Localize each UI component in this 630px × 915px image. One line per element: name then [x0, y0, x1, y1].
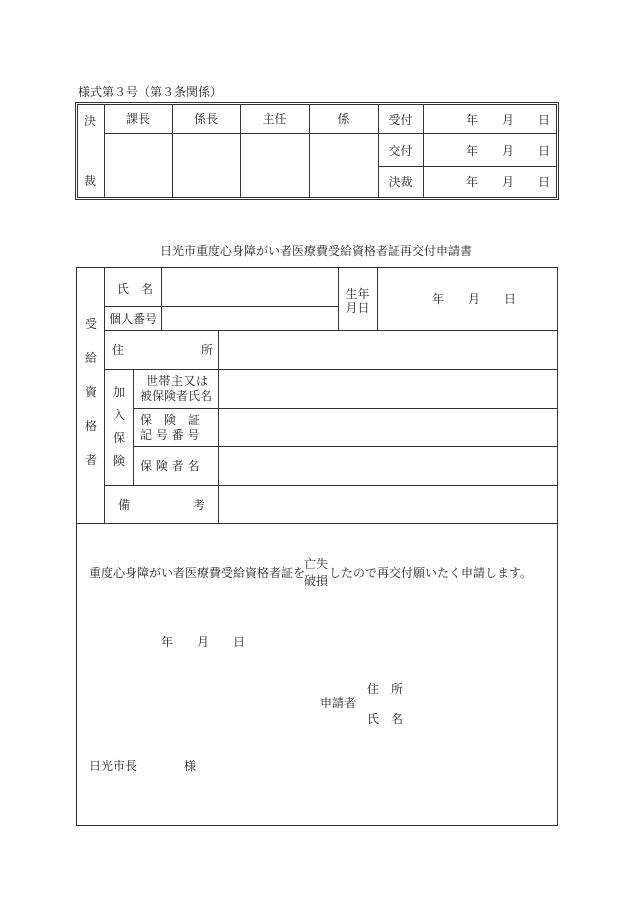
- role-subsection-chief: 係長: [193, 112, 218, 126]
- remarks-label-1: 備: [118, 498, 131, 512]
- applicant-name-label: 氏 名: [367, 712, 404, 726]
- date-row-label: 受付: [388, 113, 413, 127]
- app-day-label: 日: [233, 635, 246, 649]
- request-text-before: 重度心身障がい者医療費受給資格者証を: [89, 566, 306, 580]
- honorific: 様: [184, 759, 197, 773]
- month-label: 月: [502, 175, 515, 189]
- day-label: 日: [538, 144, 551, 158]
- request-text-after: したので再交付願いたく申請します。: [329, 566, 533, 580]
- addressee: 日光市長: [89, 759, 138, 773]
- date-row-label: 決裁: [388, 175, 413, 189]
- name-label: 氏 名: [117, 282, 154, 296]
- address-label-1: 住: [112, 343, 125, 357]
- applicant-address-field[interactable]: [410, 680, 550, 698]
- householder-name-field[interactable]: [219, 370, 556, 408]
- app-month-label: 月: [197, 635, 210, 649]
- name-field[interactable]: [162, 268, 337, 306]
- date-row-issued: [378, 134, 556, 166]
- month-label: 月: [502, 113, 515, 127]
- application-date-field[interactable]: [150, 634, 260, 650]
- birth-day-label: 日: [504, 292, 517, 306]
- date-row-received: [378, 105, 556, 133]
- kessai-label-bottom: 裁: [84, 174, 97, 188]
- role-staff: 係: [337, 112, 350, 126]
- birth-year-label: 年: [432, 292, 445, 306]
- insurance-section-label: 加 入 保 険: [112, 385, 125, 468]
- insurance-card-label-2: 記 号 番 号: [140, 428, 200, 442]
- month-label: 月: [502, 144, 515, 158]
- date-row-approved: [378, 167, 556, 197]
- birth-month-label: 月: [468, 292, 481, 306]
- kessai-label-top: 決: [84, 114, 97, 128]
- insurance-card-number-field[interactable]: [219, 409, 556, 446]
- insurer-label: 保 険 者 名: [140, 459, 200, 473]
- applicant-address-label: 住 所: [367, 682, 404, 696]
- form-number: 様式第３号（第３条関係）: [78, 85, 223, 99]
- address-label-2: 所: [201, 343, 214, 357]
- remarks-field[interactable]: [219, 486, 556, 523]
- remarks-label-2: 考: [193, 498, 206, 512]
- year-label: 年: [466, 113, 479, 127]
- year-label: 年: [466, 144, 479, 158]
- applicant-label: 申請者: [320, 696, 357, 710]
- year-label: 年: [466, 175, 479, 189]
- option-lost[interactable]: 亡失: [304, 557, 329, 571]
- date-row-label: 交付: [388, 144, 413, 158]
- birth-label-1: 生年: [345, 287, 370, 301]
- birth-date-field[interactable]: [378, 268, 556, 330]
- role-supervisor: 主任: [262, 112, 287, 126]
- day-label: 日: [538, 113, 551, 127]
- address-field[interactable]: [219, 331, 556, 369]
- form-title: 日光市重度心身障がい者医療費受給資格者証再交付申請書: [159, 244, 472, 258]
- householder-label-2: 被保険者氏名: [140, 389, 213, 403]
- my-number-field[interactable]: [162, 307, 337, 330]
- birth-label-2: 月日: [345, 301, 370, 315]
- householder-label-1: 世帯主又は: [146, 374, 209, 388]
- recipient-section-label: 受 給 資 格 者: [84, 317, 97, 467]
- insurance-card-label-1: 保 険 証: [140, 413, 201, 427]
- my-number-label: 個人番号: [109, 312, 158, 326]
- day-label: 日: [538, 175, 551, 189]
- app-year-label: 年: [161, 635, 174, 649]
- insurer-name-field[interactable]: [219, 447, 556, 485]
- applicant-name-field[interactable]: [410, 710, 550, 728]
- option-damaged[interactable]: 破損: [304, 574, 329, 588]
- role-section-chief: 課長: [125, 112, 150, 126]
